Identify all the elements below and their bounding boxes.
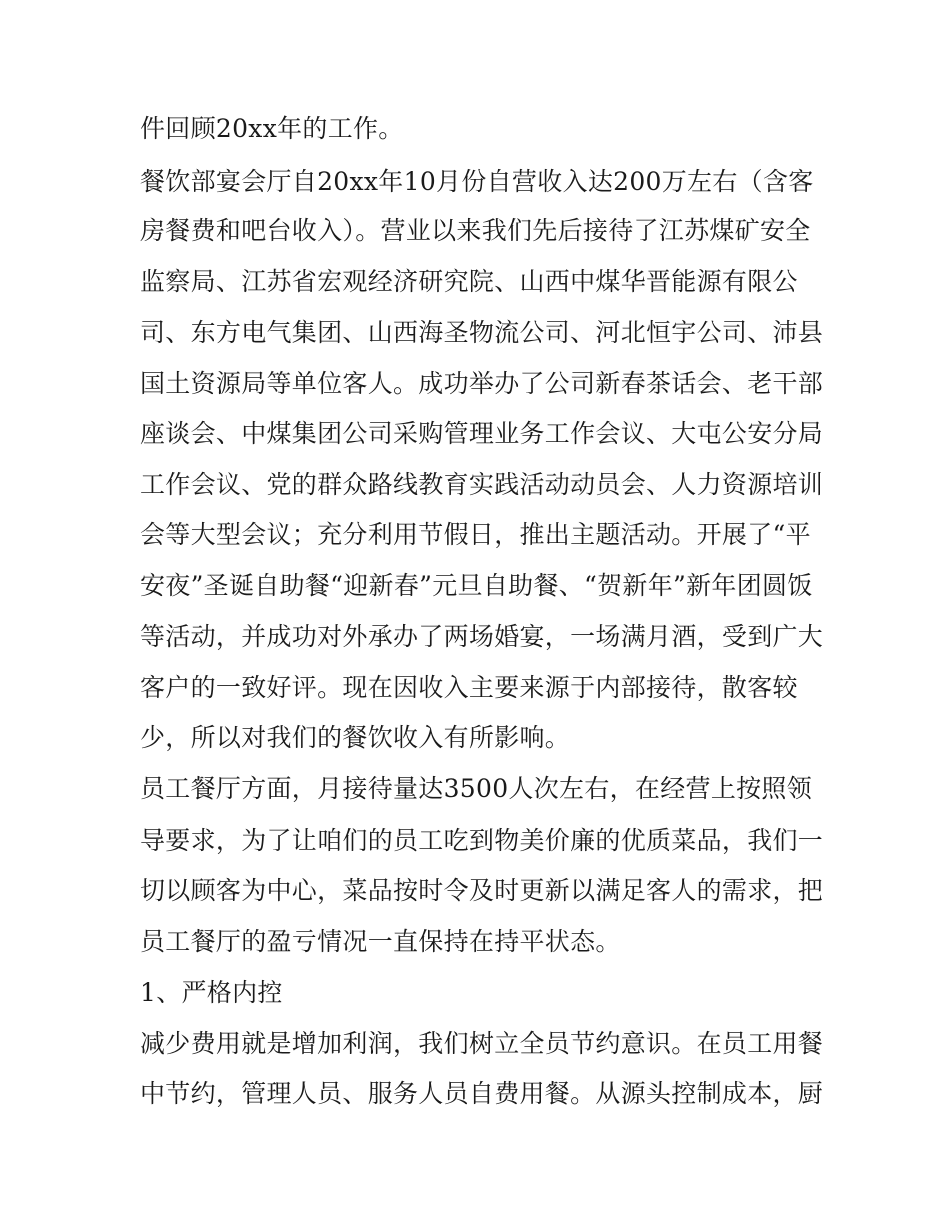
text-line: 等活动，并成功对外承办了两场婚宴，一场满月酒，受到广大 (140, 622, 824, 651)
text-line: 工作会议、党的群众路线教育实践活动动员会、人力资源培训 (140, 470, 824, 499)
text-line: 座谈会、中煤集团公司采购管理业务工作会议、大屯公安分局 (140, 419, 824, 448)
text-line: 国土资源局等单位客人。成功举办了公司新春茶话会、老干部 (140, 369, 824, 398)
text-line: 员工餐厅的盈亏情况一直保持在持平状态。 (140, 927, 621, 956)
text-line: 客户的一致好评。现在因收入主要来源于内部接待，散客较 (140, 673, 798, 702)
text-line: 会等大型会议；充分利用节假日，推出主题活动。开展了“平 (140, 520, 811, 549)
text-line: 餐饮部宴会厅自20xx年10月份自营收入达200万左右（含客 (140, 167, 814, 196)
text-line: 减少费用就是增加利润，我们树立全员节约意识。在员工用餐 (140, 1029, 824, 1058)
text-line: 件回顾20xx年的工作。 (140, 114, 404, 143)
text-line: 中节约，管理人员、服务人员自费用餐。从源头控制成本，厨 (140, 1079, 824, 1108)
text-line: 导要求，为了让咱们的员工吃到物美价廉的优质菜品，我们一 (140, 826, 824, 855)
text-line: 监察局、江苏省宏观经济研究院、山西中煤华晋能源有限公 (140, 267, 798, 296)
text-line: 安夜”圣诞自助餐“迎新春”元旦自助餐、“贺新年”新年团圆饭 (140, 571, 813, 600)
text-line: 司、东方电气集团、山西海圣物流公司、河北恒宇公司、沛县 (140, 318, 824, 347)
text-line: 少，所以对我们的餐饮收入有所影响。 (140, 723, 571, 752)
text-line: 员工餐厅方面，月接待量达3500人次左右，在经营上按照领 (140, 774, 813, 803)
text-line: 切以顾客为中心，菜品按时令及时更新以满足客人的需求，把 (140, 876, 824, 905)
text-line: 房餐费和吧台收入）。营业以来我们先后接待了江苏煤矿安全 (140, 216, 811, 245)
section-heading: 1、严格内控 (140, 978, 283, 1007)
